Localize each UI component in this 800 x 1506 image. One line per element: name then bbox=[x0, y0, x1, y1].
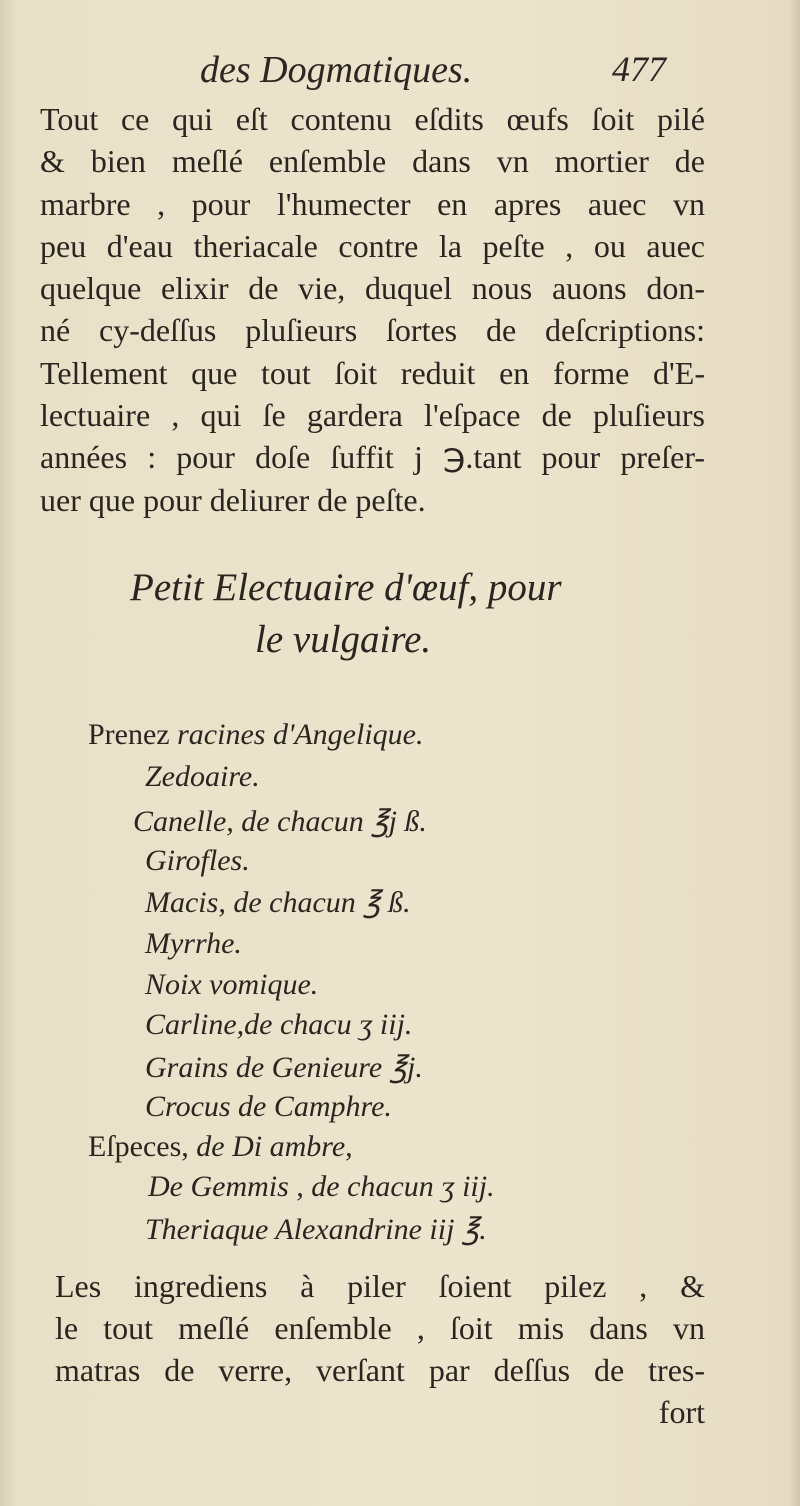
recipe-line bbox=[88, 1130, 353, 1164]
recipe-item: Girofles. bbox=[145, 844, 250, 877]
text-line: marbre , pour l'humecter en apres auec vn bbox=[40, 185, 705, 222]
text-line: & bien meſlé enſemble dans vn mortier de bbox=[40, 143, 705, 180]
paragraph-1 bbox=[40, 98, 705, 521]
text-line: uer que pour deliurer de peſte. bbox=[40, 481, 426, 518]
recipe-line bbox=[145, 1090, 392, 1124]
section-title-line-2: le vulgaire. bbox=[255, 618, 432, 661]
recipe-item: Zedoaire. bbox=[145, 760, 260, 793]
recipe-line bbox=[145, 844, 250, 878]
recipe-line bbox=[88, 718, 423, 752]
text-line: Tellement que tout ſoit reduit en forme d'E- bbox=[40, 354, 705, 391]
recipe-line bbox=[133, 804, 427, 839]
recipe-intro: Prenez bbox=[88, 718, 170, 751]
recipe-line bbox=[145, 1008, 412, 1042]
recipe-line bbox=[145, 1212, 487, 1247]
recipe-item: Canelle, de chacun ℥j ß. bbox=[133, 805, 427, 838]
recipe-line bbox=[145, 760, 260, 794]
recipe-item: Crocus de Camphre. bbox=[145, 1090, 392, 1123]
text-line: peu d'eau theriacale contre la peſte , ou auec bbox=[40, 227, 705, 264]
recipe-item: Grains de Genieure ℥j. bbox=[145, 1051, 423, 1084]
recipe-item: De Gemmis , de chacun ʒ iij. bbox=[148, 1170, 495, 1203]
recipe-line bbox=[145, 1050, 423, 1085]
catchword: fort bbox=[658, 1394, 705, 1430]
text-line: le tout meſlé enſemble , ſoit mis dans vn bbox=[55, 1310, 705, 1346]
recipe-item: Carline,de chacu ʒ iij. bbox=[145, 1008, 413, 1041]
text-line: né cy-deſſus pluſieurs ſortes de deſcriptions: bbox=[40, 312, 705, 349]
page-number: 477 bbox=[612, 49, 666, 89]
recipe-item: Myrrhe. bbox=[145, 927, 242, 960]
text-line: années : pour doſe ſuffit j ℈.tant pour preſer- bbox=[40, 439, 705, 476]
recipe-line bbox=[148, 1170, 495, 1204]
text-line: quelque elixir de vie, duquel nous auons don- bbox=[40, 270, 705, 307]
page-edge bbox=[790, 0, 800, 1506]
recipe-line bbox=[145, 927, 242, 961]
recipe-line bbox=[145, 885, 411, 920]
text-line: lectuaire , qui ſe gardera l'eſpace de pluſieurs bbox=[40, 397, 705, 434]
text-line: Les ingrediens à piler ſoient pilez , & bbox=[55, 1268, 705, 1304]
recipe-item: Theriaque Alexandrine iij ℥. bbox=[145, 1213, 487, 1246]
recipe-item: Noix vomique. bbox=[145, 968, 319, 1001]
recipe-item: Macis, de chacun ℥ ß. bbox=[145, 886, 411, 919]
recipe-item-roman: Eſpeces, bbox=[88, 1130, 189, 1163]
section-title-line-1: Petit Electuaire d'œuf, pour bbox=[130, 566, 562, 609]
running-head: des Dogmatiques. bbox=[200, 49, 473, 91]
text-line: Tout ce qui eſt contenu eſdits œufs ſoit pilé bbox=[40, 101, 705, 137]
paragraph-2 bbox=[55, 1265, 705, 1433]
recipe-line bbox=[145, 968, 318, 1002]
recipe-item: racines d'Angelique. bbox=[177, 718, 424, 751]
text-line: matras de verre, verſant par deſſus de tres- bbox=[55, 1352, 705, 1388]
recipe-item: de Di ambre, bbox=[196, 1130, 353, 1163]
